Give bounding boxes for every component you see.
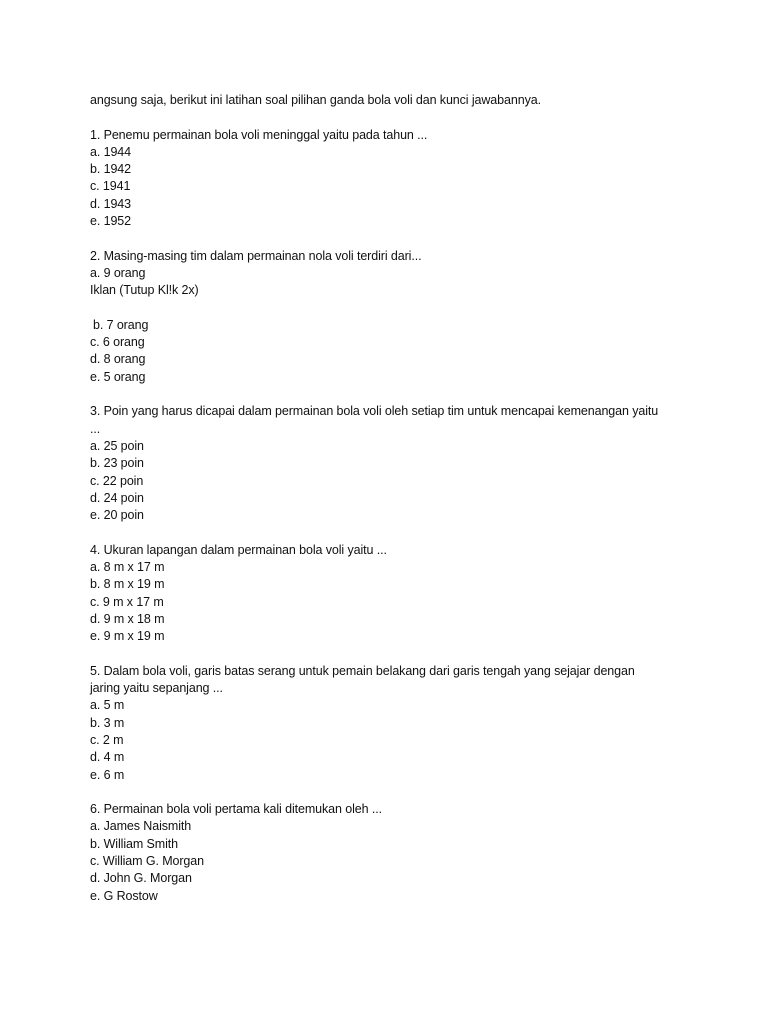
question-text-line-1: 5. Dalam bola voli, garis batas serang untuk pemain belakang dari garis tengah yang sejajar dengan xyxy=(90,663,635,678)
option-c: c. 9 m x 17 m xyxy=(90,594,164,609)
option-c: c. 1941 xyxy=(90,179,131,194)
option-b: b. 8 m x 19 m xyxy=(90,577,165,592)
option-c: c. 6 orang xyxy=(90,335,145,350)
spacer xyxy=(90,386,690,403)
question-text-line-1: 3. Poin yang harus dicapai dalam permainan bola voli oleh setiap tim untuk mencapai kemenangan yaitu xyxy=(90,404,659,419)
spacer xyxy=(90,646,690,663)
question-text: 4. Ukuran lapangan dalam permainan bola voli yaitu ... xyxy=(90,542,387,557)
question-text: 6. Permainan bola voli pertama kali ditemukan oleh ... xyxy=(90,802,382,817)
question-block-3 xyxy=(90,403,690,524)
option-a: a. James Naismith xyxy=(90,819,192,834)
question-text-line-2: jaring yaitu sepanjang ... xyxy=(90,681,223,696)
question-block-5 xyxy=(90,663,690,784)
question-block-6 xyxy=(90,801,690,905)
spacer xyxy=(90,300,690,317)
option-b: b. 1942 xyxy=(90,162,132,177)
option-d: d. John G. Morgan xyxy=(90,871,192,886)
question-text: 1. Penemu permainan bola voli meninggal yaitu pada tahun ... xyxy=(90,127,428,142)
ad-close-link[interactable]: Iklan (Tutup Kl!k 2x) xyxy=(90,283,199,298)
option-b: b. 7 orang xyxy=(93,317,149,332)
option-e: e. 9 m x 19 m xyxy=(90,629,165,644)
option-e: e. 5 orang xyxy=(90,369,146,384)
document-page xyxy=(90,92,690,905)
option-a: a. 9 orang xyxy=(90,265,146,280)
spacer xyxy=(90,230,690,247)
question-block-2 xyxy=(90,248,690,386)
option-d: d. 9 m x 18 m xyxy=(90,611,165,626)
option-d: d. 4 m xyxy=(90,750,125,765)
option-c: c. 2 m xyxy=(90,732,124,747)
option-e: e. G Rostow xyxy=(90,888,158,903)
intro-text: angsung saja, berikut ini latihan soal pilihan ganda bola voli dan kunci jawabannya. xyxy=(90,93,541,107)
option-a: a. 1944 xyxy=(90,144,132,159)
option-b: b. 23 poin xyxy=(90,456,144,471)
option-c: c. William G. Morgan xyxy=(90,854,204,869)
question-text-line-2: ... xyxy=(90,421,101,436)
spacer xyxy=(90,109,690,126)
option-e: e. 6 m xyxy=(90,767,125,782)
option-d: d. 24 poin xyxy=(90,490,144,505)
spacer xyxy=(90,784,690,801)
option-a: a. 8 m x 17 m xyxy=(90,560,165,575)
option-c: c. 22 poin xyxy=(90,473,144,488)
option-e: e. 1952 xyxy=(90,214,132,229)
question-text: 2. Masing-masing tim dalam permainan nola voli terdiri dari... xyxy=(90,248,422,263)
question-block-4 xyxy=(90,542,690,646)
option-d: d. 1943 xyxy=(90,196,132,211)
question-block-1 xyxy=(90,127,690,231)
option-a: a. 5 m xyxy=(90,698,125,713)
option-b: b. William Smith xyxy=(90,836,178,851)
option-d: d. 8 orang xyxy=(90,352,146,367)
option-b: b. 3 m xyxy=(90,715,125,730)
spacer xyxy=(90,524,690,541)
option-a: a. 25 poin xyxy=(90,438,144,453)
option-e: e. 20 poin xyxy=(90,508,144,523)
